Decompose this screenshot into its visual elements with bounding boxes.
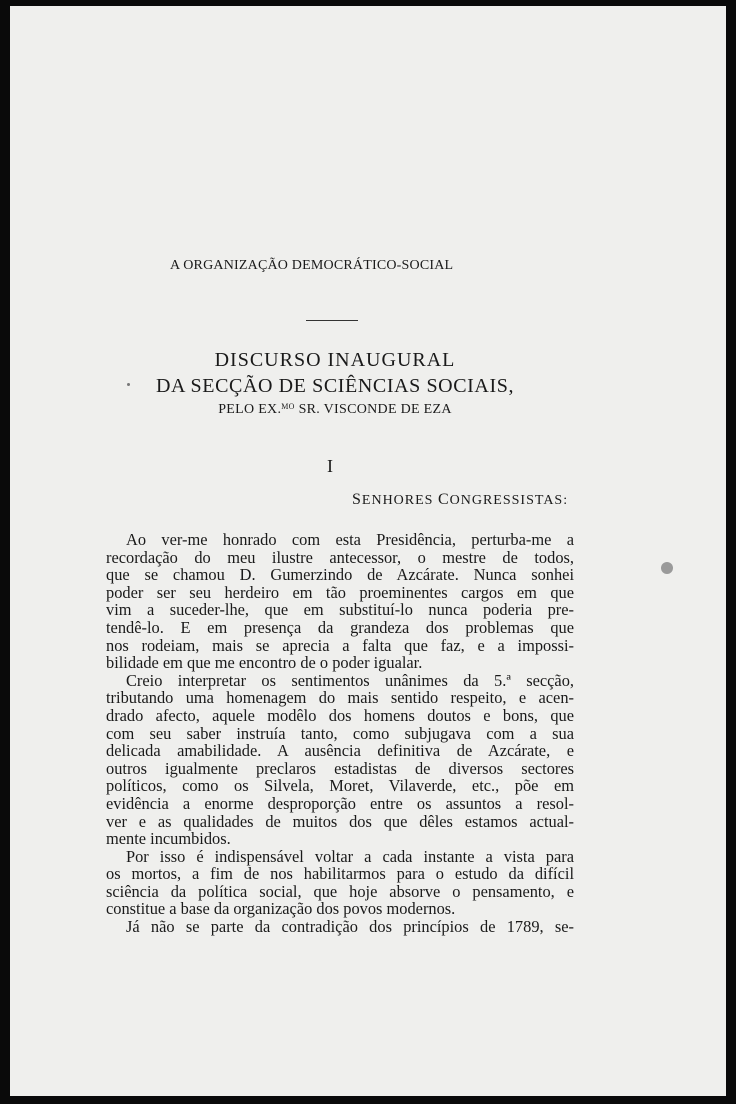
- body-line: outros igualmente preclaros estadistas de diversos sectores: [106, 758, 574, 778]
- salutation: [352, 491, 568, 509]
- body-line: recordação do meu ilustre antecessor, o mestre de todos,: [106, 547, 574, 567]
- body-line: ver e as qualidades de muitos dos que dêles estamos actual-: [106, 811, 574, 831]
- paper-stain-mark: [661, 562, 673, 574]
- paper-speck-mark: [127, 383, 130, 386]
- body-line: Já não se parte da contradição dos princípios de 1789, se-: [126, 917, 574, 937]
- body-line: nos rodeiam, mais se aprecia a falta que faz, e a impossi-: [106, 635, 574, 655]
- body-text: [106, 531, 574, 936]
- document-page: [10, 6, 726, 1096]
- title-line-1: DISCURSO INAUGURAL: [214, 349, 456, 371]
- body-line: delicada amabilidade. A ausência definitiva de Azcárate, e: [106, 741, 574, 761]
- body-line: sciência da política social, que hoje absorve o pensamento, e: [106, 881, 574, 901]
- title-line-3-post: SR. VISCONDE DE EZA: [294, 402, 452, 417]
- body-line: evidência a enorme desproporção entre os assuntos a resol-: [106, 793, 574, 813]
- running-header: A ORGANIZAÇÃO DEMOCRÁTICO-SOCIAL: [170, 258, 454, 273]
- title-line-3: [10, 402, 660, 418]
- body-line: Creio interpretar os sentimentos unânimes da 5.ª secção,: [126, 670, 574, 690]
- body-line: bilidade em que me encontro de o poder igualar.: [106, 653, 423, 673]
- salutation-cap-c: C: [437, 491, 450, 508]
- salutation-part-1: ENHORES: [361, 493, 438, 508]
- body-line: poder ser seu herdeiro em tão proeminentes cargos em que: [106, 582, 574, 602]
- body-line: tendê-lo. E em presença da grandeza dos problemas que: [106, 617, 574, 637]
- title-line-3-pre: PELO EX.: [218, 402, 282, 417]
- body-line: com seu saber instruía tanto, como subjugava com a sua: [106, 723, 574, 743]
- title-line-2: DA SECÇÃO DE SCIÊNCIAS SOCIAIS,: [155, 375, 515, 397]
- body-line: tributando uma homenagem do mais sentido respeito, e acen-: [106, 688, 574, 708]
- body-line: os mortos, a fim de nos habilitarmos para o estudo da difícil: [106, 864, 574, 884]
- body-line: políticos, como os Silvela, Moret, Vilaverde, etc., põe em: [106, 776, 574, 796]
- body-line: Por isso é indispensável voltar a cada instante a vista para: [126, 846, 574, 866]
- body-line: vim a suceder-lhe, que em substituí-lo nunca poderia pre-: [106, 600, 574, 620]
- body-line: que se chamou D. Gumerzindo de Azcárate. Nunca sonhei: [106, 565, 574, 585]
- body-line: drado afecto, aquele modêlo dos homens doutos e bons, que: [106, 705, 574, 725]
- body-line: mente incumbidos.: [106, 829, 231, 849]
- section-number: I: [327, 456, 333, 476]
- salutation-part-2: ONGRESSISTAS:: [449, 493, 569, 508]
- salutation-cap-s: S: [352, 491, 362, 508]
- title-rule: [306, 320, 358, 321]
- body-line: Ao ver-me honrado com esta Presidência, perturba-me a: [126, 530, 574, 549]
- title-line-3-sup: MO: [281, 402, 295, 411]
- body-line: constitue a base da organização dos povos modernos.: [106, 899, 456, 919]
